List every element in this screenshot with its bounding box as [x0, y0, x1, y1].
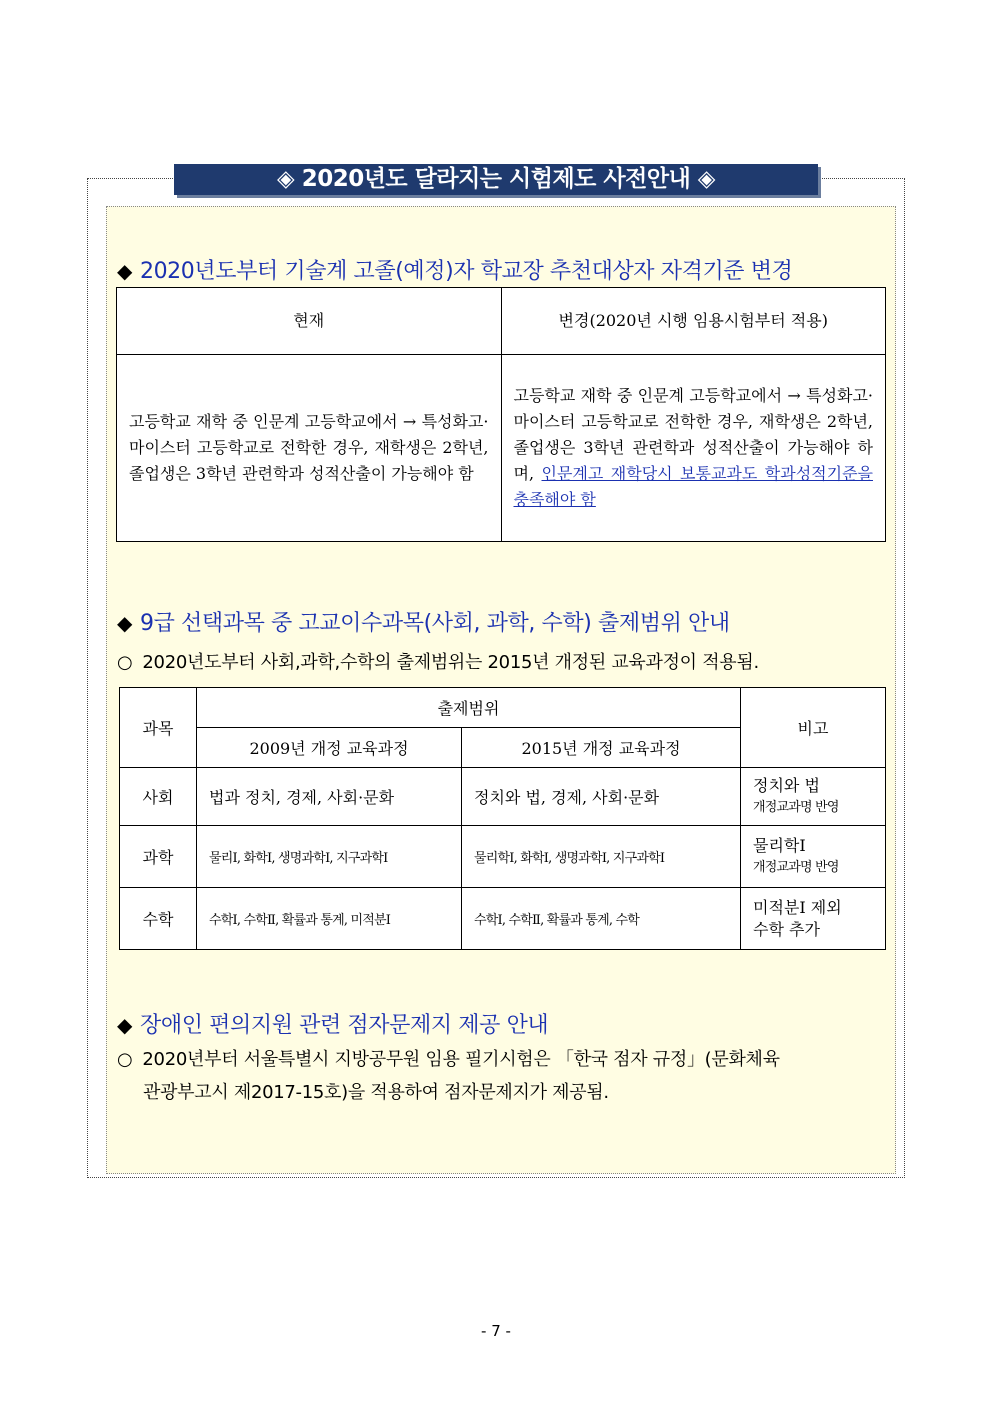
note-line-1: 물리학Ⅰ	[753, 835, 806, 855]
page-number: - 7 -	[481, 1322, 511, 1340]
section2-bullet-text: 2020년도부터 사회,과학,수학의 출제범위는 2015년 개정된 교육과정이 적용됨.	[142, 652, 759, 673]
diamond-bullet-icon: ◆	[117, 259, 132, 283]
changed-criteria-text: 고등학교 재학 중 인문계 고등학교에서 → 특성화고·마이스터 고등학교로 전학한 경우, 재학생은 2학년, 졸업생은 3학년 관련학과 성적산출이 가능해야 하며,	[513, 386, 873, 483]
header-note: 비고	[741, 688, 886, 768]
subject-cell: 수학	[120, 888, 197, 950]
table-row	[120, 768, 886, 826]
section-title-1-text: 2020년도부터 기술계 고졸(예정)자 학교장 추천대상자 자격기준 변경	[139, 259, 793, 284]
circle-bullet-icon: ○	[117, 1049, 133, 1070]
note-cell	[741, 888, 886, 950]
diamond-bullet-icon: ◆	[117, 1013, 132, 1037]
section3-paragraph	[117, 1043, 892, 1109]
subject-cell: 사회	[120, 768, 197, 826]
diamond-bullet-icon: ◆	[117, 611, 132, 635]
section-title-1	[117, 254, 792, 285]
section-title-3-text: 장애인 편의지원 관련 점자문제지 제공 안내	[139, 1013, 549, 1038]
section3-line-1	[117, 1043, 892, 1076]
curriculum-2009-cell: 수학Ⅰ, 수학Ⅱ, 확률과 통계, 미적분Ⅰ	[197, 888, 462, 950]
curriculum-2015-cell: 수학Ⅰ, 수학Ⅱ, 확률과 통계, 수학	[462, 888, 741, 950]
criteria-table	[116, 287, 886, 542]
section2-bullet	[117, 648, 759, 674]
curriculum-2015-cell: 정치와 법, 경제, 사회·문화	[462, 768, 741, 826]
header-2015: 2015년 개정 교육과정	[462, 728, 741, 768]
curriculum-2009-cell: 물리Ⅰ, 화학Ⅰ, 생명과학Ⅰ, 지구과학Ⅰ	[197, 826, 462, 888]
changed-criteria	[501, 355, 886, 542]
page-title: ◈ 2020년도 달라지는 시험제도 사전안내 ◈	[174, 164, 818, 195]
note-line-2: 개정교과명 반영	[753, 859, 839, 875]
note-line-2: 수학 추가	[753, 919, 820, 939]
subject-cell: 과학	[120, 826, 197, 888]
curriculum-2009-cell: 법과 정치, 경제, 사회·문화	[197, 768, 462, 826]
exam-scope-table	[119, 687, 886, 950]
section-title-2	[117, 606, 730, 637]
note-line-1: 미적분Ⅰ 제외	[753, 897, 842, 917]
section-title-3	[117, 1008, 548, 1039]
note-line-2: 개정교과명 반영	[753, 799, 839, 815]
note-cell	[741, 768, 886, 826]
note-cell	[741, 826, 886, 888]
changed-criteria-underlined: 인문계고 재학당시 보통교과도 학과성적기준을 충족해야 함	[513, 464, 873, 509]
circle-bullet-icon: ○	[117, 652, 133, 673]
curriculum-2015-cell: 물리학Ⅰ, 화학Ⅰ, 생명과학Ⅰ, 지구과학Ⅰ	[462, 826, 741, 888]
header-changed: 변경(2020년 시행 임용시험부터 적용)	[501, 288, 886, 355]
header-subject: 과목	[120, 688, 197, 768]
table-row	[120, 888, 886, 950]
section3-line-2: 관광부고시 제2017-15호)을 적용하여 점자문제지가 제공됨.	[143, 1082, 609, 1103]
section3-line-1-text: 2020년부터 서울특별시 지방공무원 임용 필기시험은 「한국 점자 규정」(문화체육	[142, 1049, 780, 1070]
header-current: 현재	[117, 288, 502, 355]
section-title-2-text: 9급 선택과목 중 고교이수과목(사회, 과학, 수학) 출제범위 안내	[139, 611, 730, 636]
note-line-1: 정치와 법	[753, 775, 820, 795]
header-range: 출제범위	[197, 688, 741, 728]
header-2009: 2009년 개정 교육과정	[197, 728, 462, 768]
current-criteria: 고등학교 재학 중 인문계 고등학교에서 → 특성화고·마이스터 고등학교로 전학한 경우, 재학생은 2학년, 졸업생은 3학년 관련학과 성적산출이 가능해야 함	[117, 355, 502, 542]
table-row	[120, 826, 886, 888]
